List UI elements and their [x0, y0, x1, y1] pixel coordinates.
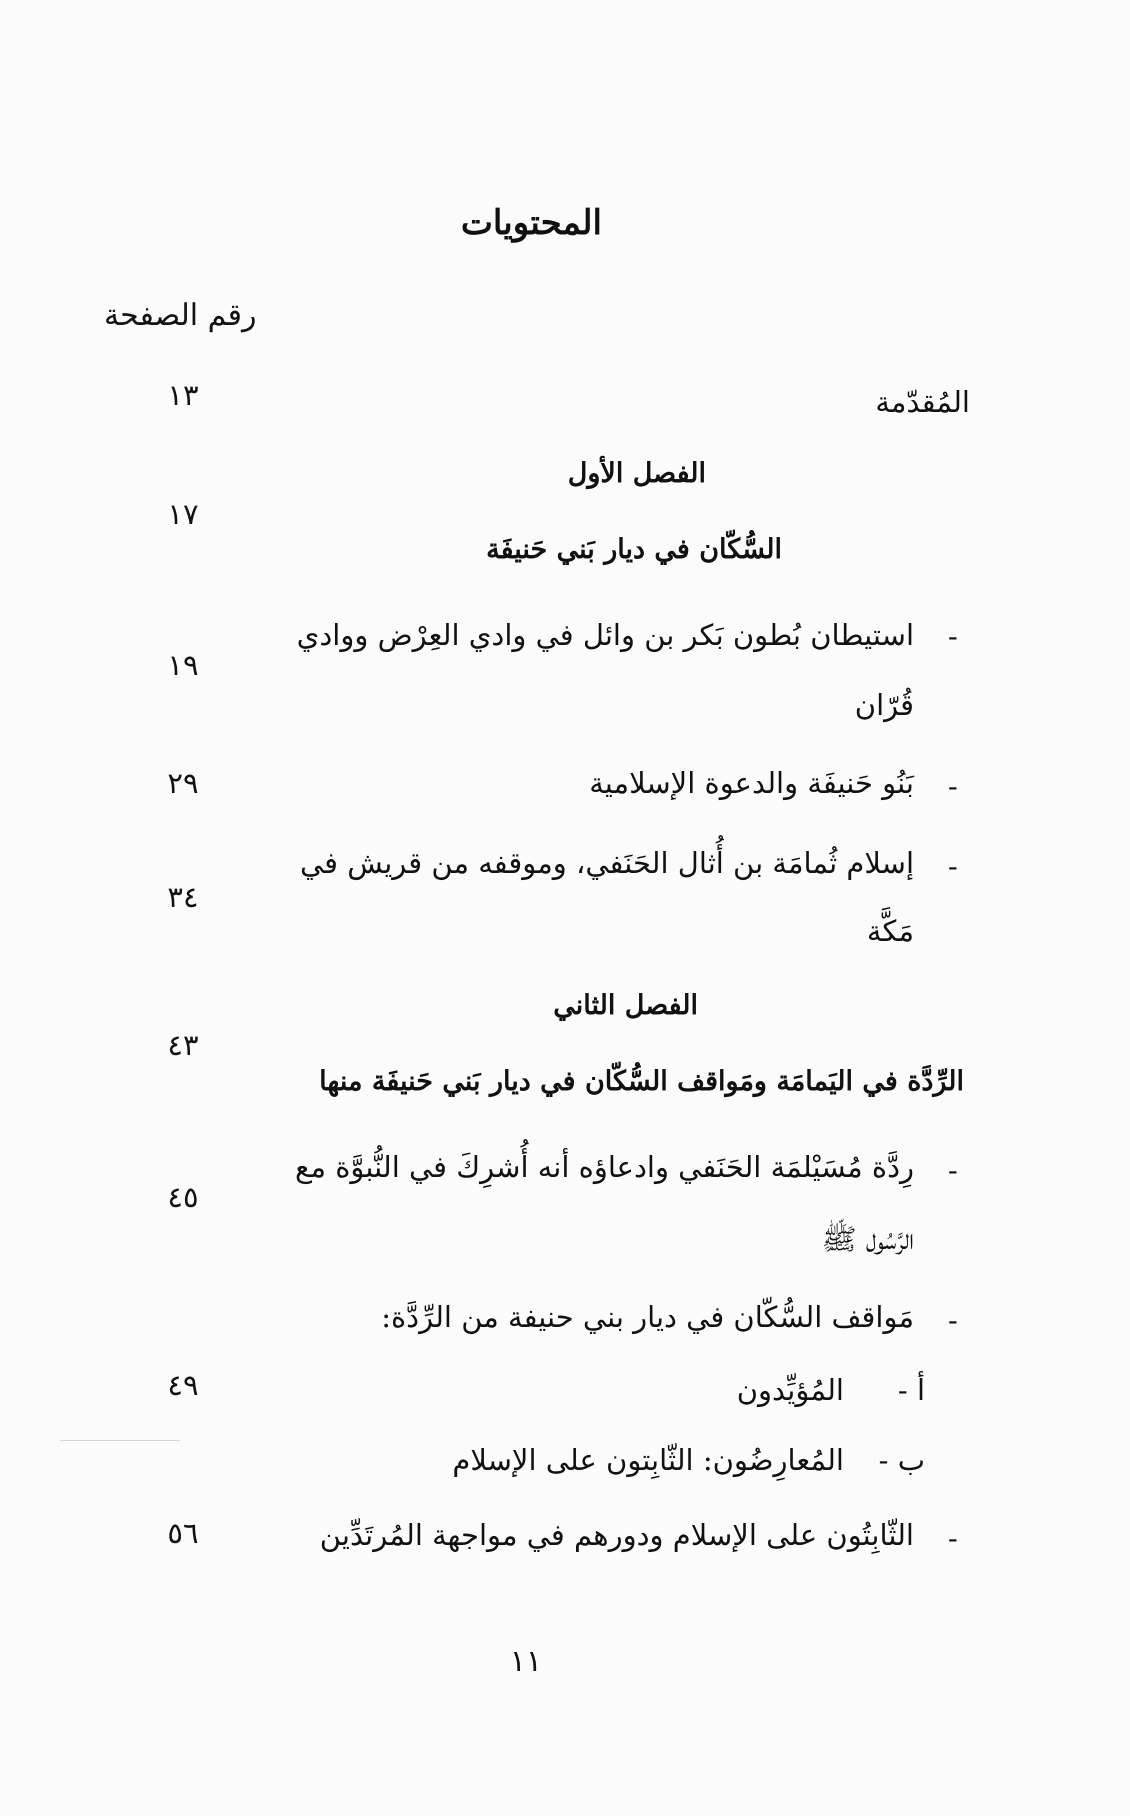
- page-num-ch1-item2: ٢٩: [167, 766, 199, 800]
- chapter-1-heading: الفصل الأول: [567, 458, 706, 489]
- toc-entry-ch2-item2b[interactable]: المُعارِضُون: الثّابِتون على الإسلام: [452, 1443, 844, 1477]
- page-num-ch1-item3: ٣٤: [167, 880, 199, 914]
- toc-entry-ch1-item3-line1[interactable]: إسلام ثُمامَة بن أُثال الحَنَفي، وموقفه من قريش في: [299, 846, 914, 880]
- page-num-ch2-item2a: ٤٩: [167, 1368, 199, 1402]
- toc-entry-ch1-item1-line2: قُرّان: [854, 688, 914, 722]
- decorative-line: [60, 1440, 180, 1441]
- page-num-ch1-item1: ١٩: [167, 648, 199, 682]
- toc-entry-ch1-item3-line2: مَكَّة: [866, 914, 914, 948]
- page-number-header: رقم الصفحة: [104, 298, 257, 333]
- toc-entry-ch2-item1-line1[interactable]: رِدَّة مُسَيْلمَة الحَنَفي وادعاؤه أنه أُشرِكَ في النُّبوَّة مع: [295, 1150, 914, 1184]
- sub-item-marker-b: ب -: [878, 1443, 925, 1477]
- toc-entry-ch2-item3[interactable]: الثّابِتُون على الإسلام ودورهم في مواجهة المُرتَدِّين: [319, 1518, 914, 1552]
- chapter-2-heading: الفصل الثاني: [553, 990, 698, 1021]
- bullet-dash: -: [948, 619, 958, 653]
- toc-entry-ch1-item2[interactable]: بَنُو حَنيفَة والدعوة الإسلامية: [589, 766, 914, 800]
- page-num-ch2: ٤٣: [167, 1028, 199, 1062]
- bullet-dash: -: [948, 1153, 958, 1187]
- page-num-ch1: ١٧: [167, 497, 199, 531]
- bullet-dash: -: [948, 1521, 958, 1555]
- toc-entry-ch2-item2a[interactable]: المُؤيِّدون: [736, 1373, 844, 1407]
- chapter-2-title[interactable]: الرِّدَّة في اليَمامَة ومَواقف السُّكّان في ديار بَني حَنيفَة منها: [319, 1066, 964, 1097]
- footer-page-number: ١١: [509, 1644, 542, 1679]
- page-title: المحتويات: [460, 203, 602, 243]
- chapter-1-title[interactable]: السُّكّان في ديار بَني حَنيفَة: [486, 534, 782, 565]
- toc-entry-ch2-item2[interactable]: مَواقف السُّكّان في ديار بني حنيفة من الرِّدَّة:: [381, 1300, 914, 1334]
- page-num-intro: ١٣: [167, 378, 199, 412]
- bullet-dash: -: [948, 769, 958, 803]
- toc-entry-intro[interactable]: المُقدّمة: [875, 385, 970, 419]
- bullet-dash: -: [948, 849, 958, 883]
- bullet-dash: -: [948, 1303, 958, 1337]
- toc-entry-ch1-item1-line1[interactable]: استيطان بُطون بَكر بن وائل في وادي العِرْض ووادي: [296, 618, 914, 652]
- page-num-ch2-item3: ٥٦: [167, 1516, 199, 1550]
- sub-item-marker-a: أ -: [897, 1373, 925, 1407]
- page-num-ch2-item1: ٤٥: [167, 1180, 199, 1214]
- toc-entry-ch2-item1-line2: الرَّسُول ﷺ: [821, 1222, 914, 1256]
